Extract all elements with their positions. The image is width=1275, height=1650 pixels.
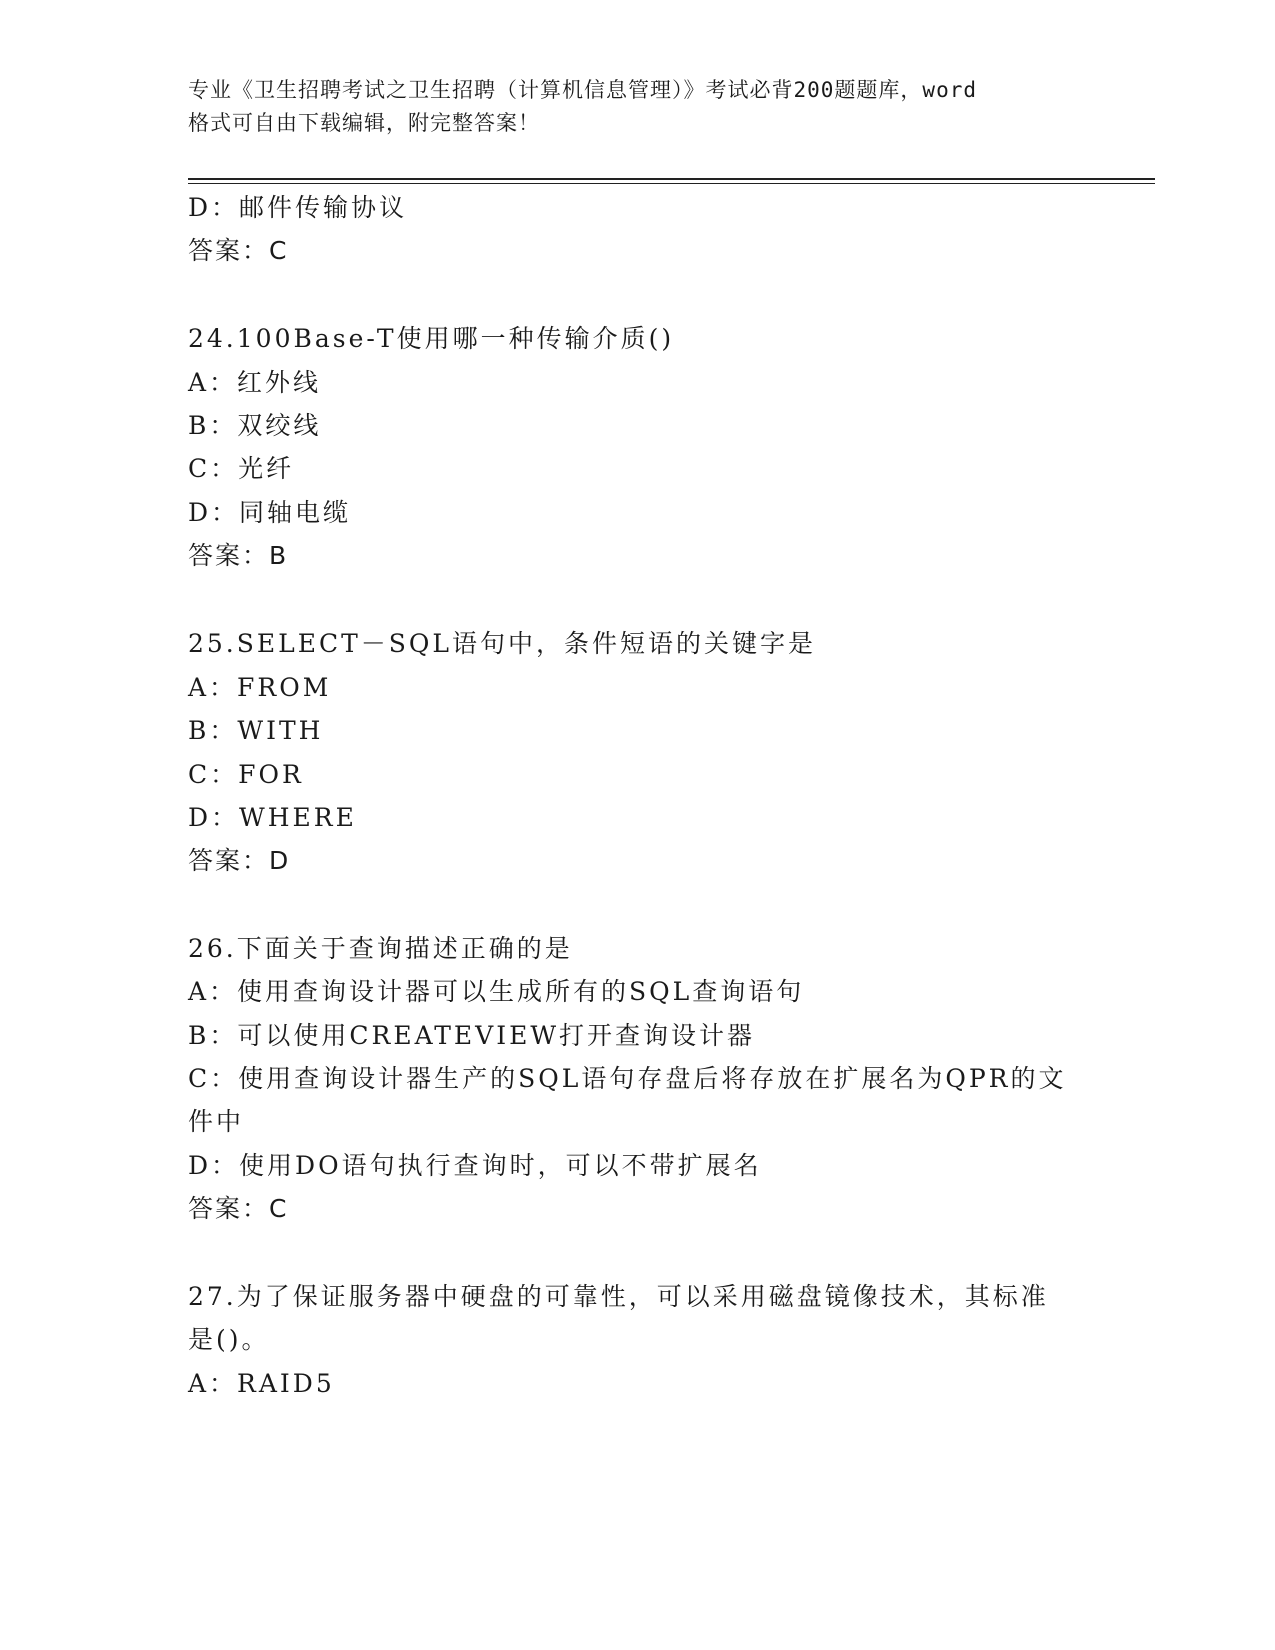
q27-option-a: A：RAID5	[188, 1369, 335, 1398]
q25-option-d: D：WHERE	[188, 803, 357, 832]
header-line-2: 格式可自由下载编辑，附完整答案！	[188, 111, 540, 135]
q24-answer: 答案：B	[188, 541, 289, 570]
header-divider-thin	[188, 183, 1155, 184]
q24-option-c: C：光纤	[188, 454, 295, 483]
q26-option-a: A：使用查询设计器可以生成所有的SQL查询语句	[188, 977, 805, 1006]
q27-stem-line-2: 是()。	[188, 1325, 270, 1354]
q25-option-a: A：FROM	[188, 673, 332, 702]
q25-option-b: B：WITH	[188, 716, 324, 745]
q26-option-c-line-1: C：使用查询设计器生产的SQL语句存盘后将存放在扩展名为QPR的文	[188, 1064, 1067, 1093]
q27-stem-line-1: 27.为了保证服务器中硬盘的可靠性，可以采用磁盘镜像技术，其标准	[188, 1282, 1049, 1311]
q24-stem: 24.100Base-T使用哪一种传输介质()	[188, 324, 675, 353]
q26-stem: 26.下面关于查询描述正确的是	[188, 934, 573, 963]
q24-option-a: A：红外线	[188, 368, 322, 397]
q25-answer: 答案：D	[188, 846, 291, 875]
q25-stem: 25.SELECT－SQL语句中，条件短语的关键字是	[188, 629, 817, 658]
q26-option-c-line-2: 件中	[188, 1107, 245, 1136]
q26-option-d: D：使用DO语句执行查询时，可以不带扩展名	[188, 1151, 762, 1180]
q26-answer: 答案：C	[188, 1194, 289, 1223]
prev-option-d: D：邮件传输协议	[188, 193, 408, 222]
header-line-1: 专业《卫生招聘考试之卫生招聘（计算机信息管理）》考试必背200题题库，word	[188, 78, 977, 102]
q24-option-b: B：双绞线	[188, 411, 322, 440]
header-divider-thick	[188, 178, 1155, 180]
q26-option-b: B：可以使用CREATEVIEW打开查询设计器	[188, 1021, 756, 1050]
document-header	[188, 74, 1088, 140]
prev-answer: 答案：C	[188, 236, 289, 265]
q25-option-c: C：FOR	[188, 760, 304, 789]
q24-option-d: D：同轴电缆	[188, 498, 352, 527]
